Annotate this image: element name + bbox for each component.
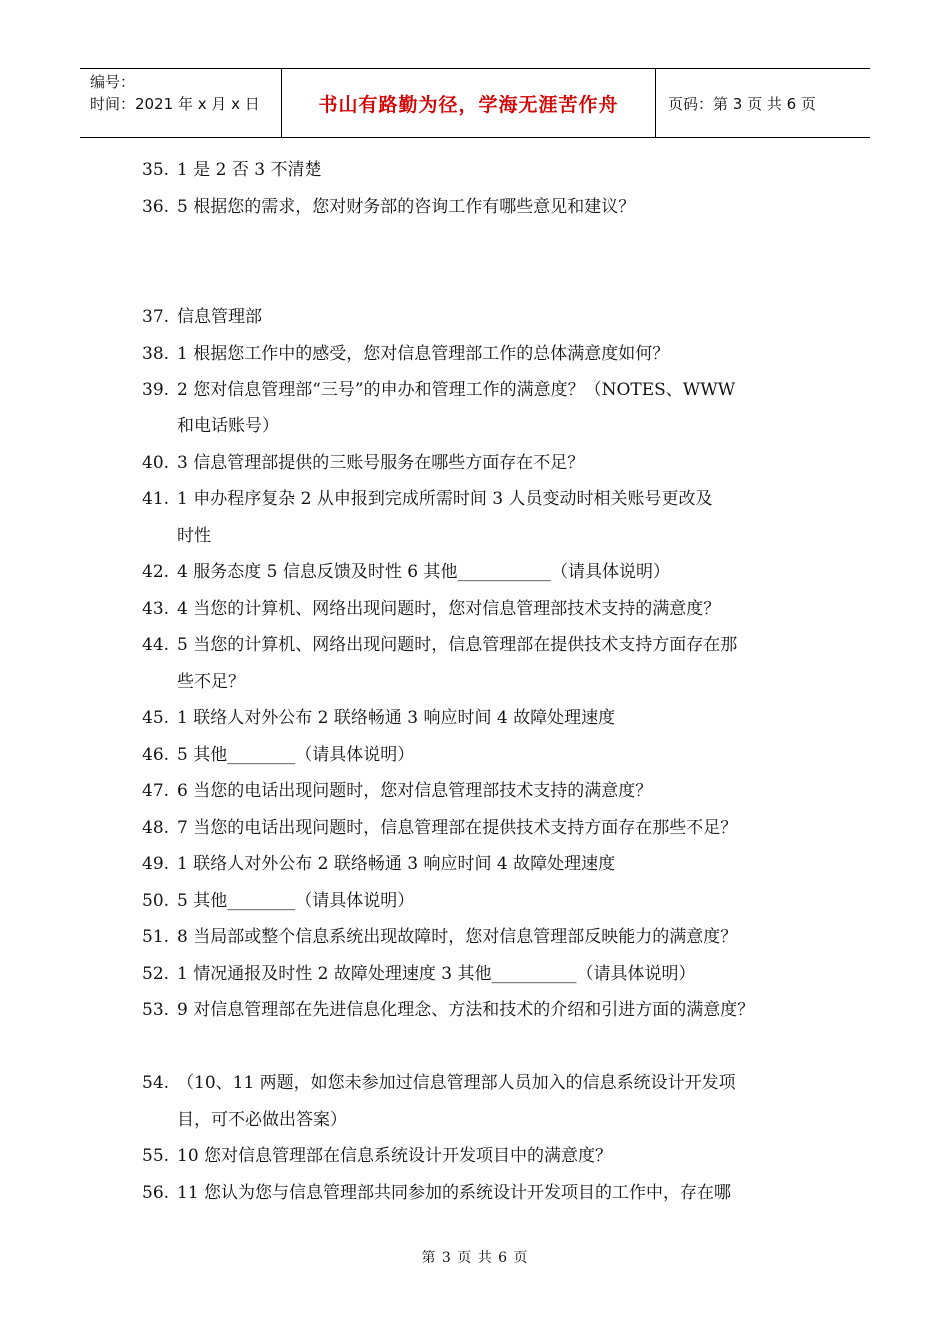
list-item: 36. 5 根据您的需求，您对财务部的咨询工作有哪些意见和建议？ bbox=[142, 197, 636, 217]
list-item: 55. 10 您对信息管理部在信息系统设计开发项目中的满意度？ bbox=[142, 1146, 613, 1166]
list-item: 47. 6 当您的电话出现问题时，您对信息管理部技术支持的满意度？ bbox=[142, 781, 653, 801]
list-item: 43. 4 当您的计算机、网络出现问题时，您对信息管理部技术支持的满意度？ bbox=[142, 599, 721, 619]
list-item: 40. 3 信息管理部提供的三账号服务在哪些方面存在不足？ bbox=[142, 453, 585, 473]
list-item: 44. 5 当您的计算机、网络出现问题时，信息管理部在提供技术支持方面存在那 bbox=[142, 635, 738, 655]
list-item: 56. 11 您认为您与信息管理部共同参加的系统设计开发项目的工作中，存在哪 bbox=[142, 1183, 732, 1203]
time-label: 时间：2021 年 x 月 x 日 bbox=[90, 95, 260, 113]
list-item: 37. 信息管理部 bbox=[142, 307, 262, 327]
list-item-continuation: 些不足？ bbox=[177, 672, 245, 692]
header-page-code: 页码：第 3 页 共 6 页 bbox=[668, 94, 816, 113]
list-item: 49. 1 联络人对外公布 2 联络畅通 3 响应时间 4 故障处理速度 bbox=[142, 854, 616, 874]
header-motto: 书山有路勤为径，学海无涯苦作舟 bbox=[282, 69, 656, 137]
list-item: 39. 2 您对信息管理部“三号”的申办和管理工作的满意度？（NOTES、WWW bbox=[142, 380, 736, 400]
list-item: 51. 8 当局部或整个信息系统出现故障时，您对信息管理部反映能力的满意度？ bbox=[142, 927, 738, 947]
list-item: 50. 5 其他________（请具体说明） bbox=[142, 891, 415, 911]
list-item: 48. 7 当您的电话出现问题时，信息管理部在提供技术支持方面存在那些不足？ bbox=[142, 818, 738, 838]
header-meta bbox=[80, 69, 282, 137]
page-header bbox=[80, 68, 870, 138]
list-item-continuation: 目，可不必做出答案） bbox=[177, 1110, 347, 1130]
list-item: 52. 1 情况通报及时性 2 故障处理速度 3 其他__________（请具体说明） bbox=[142, 964, 696, 984]
page-footer: 第 3 页 共 6 页 bbox=[421, 1250, 529, 1266]
list-item: 46. 5 其他________（请具体说明） bbox=[142, 745, 415, 765]
list-item: 38. 1 根据您工作中的感受，您对信息管理部工作的总体满意度如何？ bbox=[142, 344, 670, 364]
list-item: 53. 9 对信息管理部在先进信息化理念、方法和技术的介绍和引进方面的满意度？ bbox=[142, 1000, 755, 1020]
list-item: 54. （10、11 两题，如您未参加过信息管理部人员加入的信息系统设计开发项 bbox=[142, 1073, 736, 1093]
list-item-continuation: 时性 bbox=[177, 526, 211, 546]
list-item: 42. 4 服务态度 5 信息反馈及时性 6 其他___________（请具体说明） bbox=[142, 562, 670, 582]
list-item: 35. 1 是 2 否 3 不清楚 bbox=[142, 160, 322, 180]
list-item: 45. 1 联络人对外公布 2 联络畅通 3 响应时间 4 故障处理速度 bbox=[142, 708, 616, 728]
list-item: 41. 1 申办程序复杂 2 从申报到完成所需时间 3 人员变动时相关账号更改及 bbox=[142, 489, 713, 509]
number-label: 编号： bbox=[90, 73, 136, 91]
list-item-continuation: 和电话账号） bbox=[177, 416, 279, 436]
